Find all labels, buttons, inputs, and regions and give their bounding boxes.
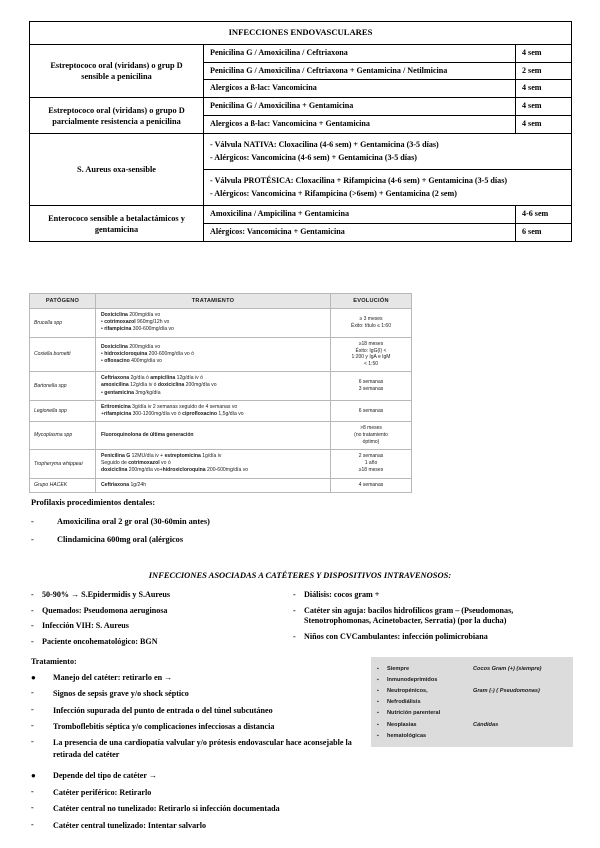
risk-row <box>371 708 573 719</box>
table-row <box>30 309 412 338</box>
list-item <box>31 737 371 760</box>
risk-factor-germ-box <box>371 657 573 747</box>
table-header-row <box>30 294 412 309</box>
catheter-section-title: INFECCIONES ASOCIADAS A CATÉTERES Y DISPOSITIVOS INTRAVENOSOS: <box>148 570 452 580</box>
evolution-line: 3 semanas <box>358 386 384 393</box>
treatment-line: • cotrimoxazol 960mg/12h vo <box>101 319 170 326</box>
treatment-cell: Penicilina G / Amoxicilina / Ceftriaxona + Gentamicina / Netilmicina <box>204 62 516 80</box>
evolution-line: óptimo) <box>362 439 380 446</box>
treatment-line: Fluoroquinolona de última generación <box>101 432 194 439</box>
table-row <box>30 400 412 421</box>
pathogen-cell: Mycoplasma spp <box>30 422 96 450</box>
list-item <box>293 632 574 643</box>
risk-germ-label: Gram (-) ( Pseudomonas) <box>473 687 540 694</box>
treatment-line: doxiciclina 200mg/día vo+hidroxicloroquina 200-600mg/día vo <box>101 467 249 474</box>
treatment-group-heading <box>31 673 371 684</box>
list-item-text: Tromboflebitis séptica y/o complicaciones infecciosas a distancia <box>53 722 275 731</box>
dash-bullet-icon: - <box>293 605 296 615</box>
dash-bullet-icon: - <box>31 819 34 829</box>
list-item-text: Signos de sepsis grave y/o shock séptico <box>53 689 189 699</box>
list-item-text: Infección VIH: S. Aureus <box>42 621 129 631</box>
treatment-line: Ceftriaxona 2g/día ó ampicilina 12g/día iv ó <box>101 375 203 382</box>
treatment-line: Penicilina G 12MU/día iv + estreptomicina 1g/día iv <box>101 452 222 459</box>
list-item <box>31 590 293 601</box>
evolution-cell <box>331 309 412 338</box>
list-item-text: Catéter central no tunelizado: Retirarlo si infección documentada <box>53 804 280 814</box>
duration-cell: 4-6 sem <box>515 206 571 224</box>
round-bullet-icon: ● <box>31 771 36 781</box>
treatment-cell: Alérgicos: Vancomicina + Gentamicina <box>204 224 516 242</box>
pathogen-treatment-table <box>29 293 412 493</box>
list-item <box>31 535 451 546</box>
pathogen-cell: Bartonella spp <box>30 372 96 401</box>
catheter-list-right <box>293 590 574 653</box>
dental-prophylaxis-section <box>31 498 451 552</box>
list-item-text: Paciente oncohematológico: BGN <box>42 637 158 647</box>
treatment-cell <box>204 170 572 206</box>
table-row <box>30 44 572 62</box>
list-item-text: La presencia de una cardiopatía valvular y/o prótesis endovascular hace aconsejable la retirada del catéter <box>53 738 352 759</box>
catheter-list-left <box>31 590 293 653</box>
risk-factor-label: Neoplasias <box>387 721 417 728</box>
dash-bullet-icon: - <box>293 632 296 642</box>
treatment-line: +rifampicina 300-1200mg/día vo ó ciprofloxacino 1,5g/día vo <box>101 411 244 418</box>
catheter-pathogen-lists <box>31 590 574 653</box>
list-item <box>293 590 574 601</box>
risk-row <box>371 719 573 730</box>
pathogen-cell: Tropheryma whippeai <box>30 449 96 478</box>
evolution-line: ≥ 3 meses <box>359 315 383 322</box>
list-item <box>31 606 293 617</box>
prophylaxis-title: Profilaxis procedimientos dentales: <box>31 498 156 507</box>
evolution-cell <box>331 422 412 450</box>
evolution-line: Éxito: título ≤ 1:60 <box>351 322 391 329</box>
table-row <box>30 422 412 450</box>
duration-cell: 4 sem <box>515 44 571 62</box>
treatment-line: • gentamicina 3mg/kg/día <box>101 389 161 396</box>
square-bullet-icon: ▪ <box>377 710 379 717</box>
evolution-cell <box>331 400 412 421</box>
list-item-text: Niños con CVCambulantes: infección polimicrobiana <box>304 632 488 642</box>
evolution-line: 1:200 y IgA e IgM <box>351 354 391 361</box>
list-item-text: 50-90% → S.Epidermidis y S.Aureus <box>42 590 171 599</box>
risk-germ-label: Cocos Gram (+) (siempre) <box>473 665 542 672</box>
organism-cell: Enterococo sensible a betalactámicos y gentamicina <box>30 206 204 242</box>
list-item-text: Quemados: Pseudomona aeruginosa <box>42 605 168 615</box>
evolution-line: ≥18 meses <box>358 467 384 474</box>
treatment-cell: Alergicos a ß-lac: Vancomicina <box>204 80 516 98</box>
list-item <box>31 820 371 831</box>
dash-bullet-icon: - <box>31 605 34 615</box>
evolution-line: >8 meses <box>360 425 382 432</box>
evolution-line: 6 semanas <box>358 379 384 386</box>
treatment-line: amoxicilina 12g/día iv ó doxiciclina 200mg/día vo <box>101 382 217 389</box>
dash-bullet-icon: - <box>31 803 34 813</box>
list-item <box>31 803 371 814</box>
treatment-line: - Alérgicos: Vancomicina (4-6 sem) + Gentamicina (3-5 días) <box>210 152 417 162</box>
list-item <box>31 637 293 648</box>
evolution-cell <box>331 372 412 401</box>
duration-cell: 4 sem <box>515 80 571 98</box>
risk-germ-label: Cándidas <box>473 721 499 728</box>
treatment-cell: Penicilina G / Amoxicilina / Ceftriaxona <box>204 44 516 62</box>
dash-bullet-icon: - <box>31 621 34 631</box>
dash-bullet-icon: - <box>31 590 34 599</box>
evolution-line: Éxito: IgG(I) < <box>355 347 387 354</box>
treatment-line: - Alérgicos: Vancomicina + Rifampicina (>6sem) + Gentamicina (2 sem) <box>210 188 457 198</box>
square-bullet-icon: ▪ <box>377 676 379 683</box>
treatment-cell <box>96 400 331 421</box>
dash-bullet-icon: - <box>31 637 34 647</box>
list-item-text: Catéter periférico: Retirarlo <box>53 787 152 797</box>
pathogen-cell: Coxiella burnetti <box>30 337 96 372</box>
dash-bullet-icon: - <box>31 704 34 714</box>
list-item <box>31 688 371 699</box>
dash-bullet-icon: - <box>31 516 34 526</box>
evolution-line: (no tratamiento <box>354 432 388 439</box>
evolution-line: 1 año <box>364 460 378 467</box>
treatment-line: - Válvula NATIVA: Cloxacilina (4-6 sem) + Gentamicina (3-5 días) <box>210 140 439 150</box>
organism-cell: S. Aureus oxa-sensible <box>30 134 204 206</box>
risk-factor-label: Nefrodiálisis <box>387 699 421 706</box>
list-item-text: Amoxicilina oral 2 gr oral (30-60min antes) <box>57 516 210 526</box>
list-item-text: Catéter sin aguja: bacilos hidrofílicos gram – (Pseudomonas, Stenotrophomonas, Acinetobacter, Serratia) (por la ducha) <box>304 605 514 626</box>
list-item <box>31 705 371 716</box>
table-row <box>30 449 412 478</box>
list-item <box>31 517 451 528</box>
treatment-line: Ceftriaxona 1g/24h <box>101 481 147 488</box>
treatment-cell <box>96 372 331 401</box>
treatment-cell: Penicilina G / Amoxicilina + Gentamicina <box>204 98 516 116</box>
duration-cell: 2 sem <box>515 62 571 80</box>
treatment-line: Seguido de cotrimoxazol vo ó <box>101 460 171 467</box>
list-item-text: Infección supurada del punto de entrada o del túnel subcutáneo <box>53 705 273 715</box>
risk-factor-label: Nutrición parenteral <box>387 710 441 717</box>
round-bullet-icon: ● <box>31 672 36 682</box>
duration-cell: 6 sem <box>515 224 571 242</box>
square-bullet-icon: ▪ <box>377 721 379 728</box>
risk-row <box>371 685 573 696</box>
evolution-cell <box>331 478 412 492</box>
evolution-cell <box>331 449 412 478</box>
evolution-line: ≥18 meses <box>358 340 384 347</box>
risk-factor-label: Siempre <box>387 665 410 672</box>
endovascular-table-title: INFECCIONES ENDOVASCULARES <box>30 22 572 45</box>
treatment-title: Tratamiento: <box>31 657 77 666</box>
table-row <box>30 134 572 170</box>
treatment-cell <box>96 309 331 338</box>
treatment-line: • ofloxacino 400mg/día vo <box>101 358 162 365</box>
risk-row <box>371 730 573 741</box>
list-item-text: Diálisis: cocos gram + <box>304 590 380 599</box>
evolution-line: 6 semanas <box>358 407 384 414</box>
header-evolucion: EVOLUCIÓN <box>331 294 412 309</box>
duration-cell: 4 sem <box>515 116 571 134</box>
dash-bullet-icon: - <box>293 590 296 599</box>
treatment-cell <box>96 337 331 372</box>
evolution-line: 4 semanas <box>358 481 384 488</box>
treatment-line: • rifampicina 300-600mg/día vo <box>101 326 174 333</box>
list-item <box>31 787 371 798</box>
treatment-line: Eritromicina 3g/día iv 2 semanas seguido de 4 semanas vo <box>101 403 238 410</box>
dash-bullet-icon: - <box>31 737 34 747</box>
evolution-line: < 1:50 <box>363 361 379 368</box>
dash-bullet-icon: - <box>31 688 34 698</box>
treatment-cell <box>96 449 331 478</box>
treatment-cell <box>204 134 572 170</box>
table-row <box>30 337 412 372</box>
treatment-line: Doxiciclina 200mg/día vo <box>101 343 161 350</box>
organism-cell: Estreptococo oral (viridans) o grup D sensible a penicilina <box>30 44 204 98</box>
list-item <box>293 606 574 627</box>
treatment-line: Doxiciclina 200mg/día vo <box>101 312 161 318</box>
dash-bullet-icon: - <box>31 721 34 730</box>
risk-row <box>371 674 573 685</box>
treatment-cell <box>96 422 331 450</box>
table-row <box>30 478 412 492</box>
risk-factor-label: hematológicas <box>387 732 427 739</box>
square-bullet-icon: ▪ <box>377 732 379 739</box>
evolution-line: 2 semanas <box>358 453 384 460</box>
list-item-text: Catéter central tunelizado: Intentar salvarlo <box>53 820 207 830</box>
risk-row <box>371 663 573 674</box>
risk-row <box>371 697 573 708</box>
treatment-cell: Alergicos a ß-lac: Vancomicina + Gentamicina <box>204 116 516 134</box>
list-item <box>31 621 293 632</box>
treatment-group-heading-text: Depende del tipo de catéter → <box>53 771 157 781</box>
square-bullet-icon: ▪ <box>377 665 379 672</box>
treatment-cell <box>96 478 331 492</box>
risk-factor-label: Inmunodeprimidos <box>387 676 438 683</box>
header-tratamiento: TRATAMIENTO <box>96 294 331 309</box>
treatment-group-heading-text: Manejo del catéter: retirarlo en → <box>53 672 173 682</box>
square-bullet-icon: ▪ <box>377 687 379 694</box>
table-row <box>30 372 412 401</box>
organism-cell: Estreptococo oral (viridans) o grupo D parcialmente resistencia a penicilina <box>30 98 204 134</box>
treatment-cell: Amoxicilina / Ampicilina + Gentamicina <box>204 206 516 224</box>
catheter-treatment-section <box>31 657 371 836</box>
treatment-line: - Válvula PROTÉSICA: Cloxacilina + Rifampicina (4-6 sem) + Gentamicina (3-5 días) <box>210 176 508 186</box>
treatment-group-heading <box>31 771 371 782</box>
list-item <box>31 721 371 732</box>
table-title-row <box>30 22 572 45</box>
duration-cell: 4 sem <box>515 98 571 116</box>
square-bullet-icon: ▪ <box>377 699 379 706</box>
pathogen-cell: Grupo HACEK <box>30 478 96 492</box>
evolution-cell <box>331 337 412 372</box>
endovascular-infections-table <box>29 21 572 242</box>
header-patogeno: PATÓGENO <box>30 294 96 309</box>
table-row <box>30 98 572 116</box>
pathogen-cell: Legionella spp <box>30 400 96 421</box>
dash-bullet-icon: - <box>31 786 34 796</box>
risk-factor-label: Neutropénicos, <box>387 687 428 694</box>
dash-bullet-icon: - <box>31 534 34 544</box>
table-row <box>30 206 572 224</box>
treatment-line: • hidroxicloroquina 200-600mg/día vo ó <box>101 350 194 357</box>
list-item-text: Clindamicina 600mg oral (alérgicos <box>57 534 184 544</box>
pathogen-cell: Brucella spp <box>30 309 96 338</box>
